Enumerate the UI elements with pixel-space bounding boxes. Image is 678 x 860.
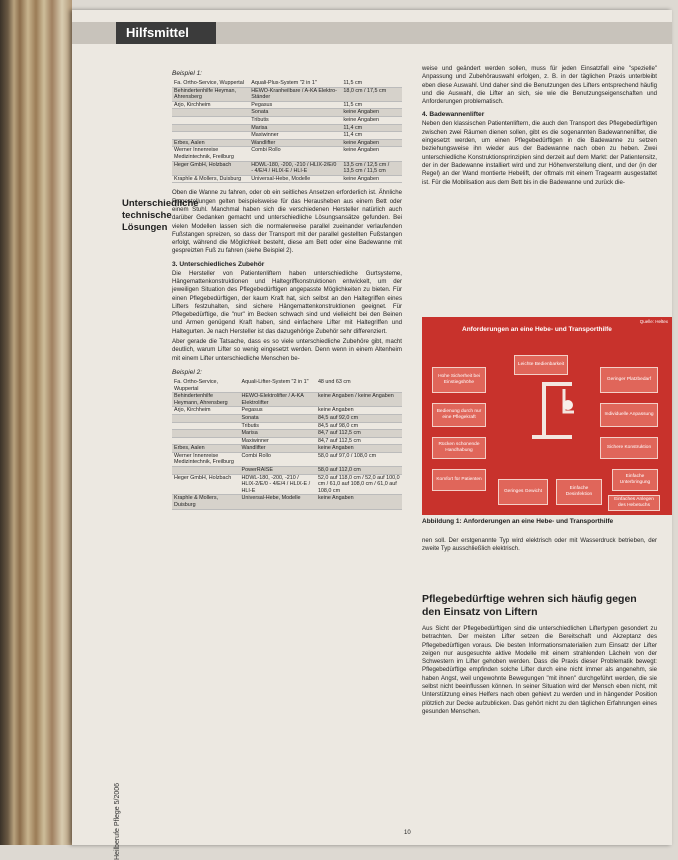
table-row <box>172 452 402 466</box>
table-row <box>172 430 402 438</box>
requirements-figure <box>422 317 672 515</box>
table-cell: Werner Innenreise Medizintechnik, Freilburg <box>172 147 249 161</box>
table-cell: Marisa <box>240 430 316 438</box>
table-cell: Sonata <box>249 109 341 117</box>
table-cell: Tributis <box>249 116 341 124</box>
table-cell: Fa. Ortho-Service, Wuppertal <box>172 379 240 393</box>
table-cell: keine Angaben <box>316 407 402 415</box>
table-cell: 18,0 cm / 17,5 cm <box>341 87 402 101</box>
patient-lift-illustration <box>522 377 582 447</box>
table-cell: HDWL-180, -200, -210 / HLIX-2/E/0 - 4/E/4 / HLIX-E / HLI-E <box>240 474 316 495</box>
right-body-text-2: nen soll. Der erstgenannte Typ wird elektrisch oder mit Wasserdruck betrieben, der zweite Typ ausschließlich elektrisch. <box>422 537 657 553</box>
table-cell: Arjo, Kirchheim <box>172 407 240 415</box>
table-cell: Fa. Ortho-Service, Wuppertal <box>172 80 249 87</box>
table-cell: PowerRAISE <box>240 467 316 475</box>
figure-box: Individuelle Anpassung <box>600 403 658 427</box>
table-cell: Aquali-Lifter-System "2 in 1" <box>240 379 316 393</box>
section4-heading: 4. Badewannenlifter <box>422 111 485 119</box>
table-cell: Combi Rollo <box>249 147 341 161</box>
table-cell: Maxiwinner <box>240 437 316 445</box>
table-row <box>172 437 402 445</box>
figure-box: Einfache Desinfektion <box>556 479 602 505</box>
table-cell: Combi Rollo <box>240 452 316 466</box>
table-cell: Pegasus <box>240 407 316 415</box>
table-cell: Erbes, Aalen <box>172 445 240 453</box>
table-cell: 84,7 auf 112,5 cm <box>316 437 402 445</box>
table-row <box>172 124 402 132</box>
table-cell: Arjo, Kirchheim <box>172 101 249 109</box>
table-cell: Marisa <box>249 124 341 132</box>
table-cell <box>172 430 240 438</box>
table-row <box>172 407 402 415</box>
table-row <box>172 422 402 430</box>
table-cell: 48 und 63 cm <box>316 379 402 393</box>
table-cell: 84,5 auf 98,0 cm <box>316 422 402 430</box>
table-cell: 84,5 auf 92,0 cm <box>316 414 402 422</box>
table-cell <box>172 467 240 475</box>
section3-text-2: Aber gerade die Tatsache, dass es so viele unterschiedliche Zubehöre gibt, macht deutlich, warum Lifter so wenig eingesetzt werden. Denn wenn in einem Altenheim mit einem Lifter unterschiedliche Menschen be- <box>172 338 402 362</box>
example2-label: Beispiel 2: <box>172 368 202 376</box>
table-row <box>172 109 402 117</box>
table-row <box>172 175 402 183</box>
figure-box: Geringes Gewicht <box>498 479 548 505</box>
table-cell: Behindertenhilfe Heyman, Ahrensberg <box>172 87 249 101</box>
table-cell <box>172 124 249 132</box>
table-cell: Maxiwinner <box>249 132 341 140</box>
table-cell: HEWO-Elektrolifter / A-KA Elektrolifter <box>240 393 316 407</box>
table-cell <box>172 132 249 140</box>
figure-box: Einfache Unterbringung <box>612 469 658 491</box>
table-row <box>172 132 402 140</box>
left-body-text: Oben die Wanne zu fahren, oder ob ein seitliches Ansetzen erforderlich ist. Ähnliche Fragestellungen gelten beispielsweise für das Herausheben aus einem Bett oder einem Stuhl. Manchmal haben sich die verschiedenen Hersteller natürlich auch darüber Gedanken gemacht und unterschiedliche Lösungsansätze gefunden. Bei vielen Modellen lassen sich die normalerweise parallel zueinander verlaufenden Fußstangen spreizen, so dass der Transport mit der parallel gestellten Fußstangen erfolgt, während die Möglichkeit besteht, diese am Bett oder eine Badewanne mit gespreizten Fuß zu fahren (siehe Beispiel 2). <box>172 189 402 255</box>
table-cell: 11,5 cm <box>341 80 402 87</box>
figure-box: Einfaches Anlegen des Hebetuchs <box>608 495 660 511</box>
table-row <box>172 80 402 87</box>
table-row <box>172 147 402 161</box>
table-cell: keine Angaben <box>341 175 402 183</box>
figure-box: Sichere Konstruktion <box>600 437 658 459</box>
table-cell: keine Angaben <box>316 445 402 453</box>
table-row <box>172 139 402 147</box>
table-cell: keine Angaben <box>341 147 402 161</box>
figure-box: Geringer Platzbedarf <box>600 367 658 393</box>
section-title: Hilfsmittel <box>116 22 216 44</box>
table-cell: Kraphle & Mollers, Duisburg <box>172 495 240 509</box>
table-cell <box>172 116 249 124</box>
table-cell: keine Angaben <box>341 109 402 117</box>
section4-text: Neben den klassischen Patientenliftern, die auch den Transport des Pflegebedürftigen zwischen zwei Räumen dienen sollen, gibt es die sogenannten Badewannenlifter, die eingesetzt werden, um einen Pflegebedürftigen in die Badewanne zu setzen beziehungsweise ihn wieder aus der Badewanne nach oben zu heben. Zwei unterschiedliche Konstruktionsprinzipien sind derzeit auf dem Markt: der Patientensitz, der in der Badewanne installiert wird und zur Höhenverstellung dient, und der (in der Regel) an der Wand montierte Hebelift, der oftmals mit einem Tragearm ausgestattet ist. Für die Mobilisation aus dem Bett bis in die Badewanne und zurück die- <box>422 120 657 186</box>
table-cell: Wandlifter <box>249 139 341 147</box>
figure-box: Bedienung durch nur eine Pflegekraft <box>432 403 486 427</box>
margin-heading: Unterschiedliche technische Lösungen <box>122 197 199 233</box>
table-cell: 11,5 cm <box>341 101 402 109</box>
table-cell: Universal-Hebe, Modelle <box>249 175 341 183</box>
table-cell: Heger GmbH, Holzbach <box>172 161 249 175</box>
figure-caption: Abbildung 1: Anforderungen an eine Hebe- und Transporthilfe <box>422 518 614 525</box>
table-cell: HEWO-Kranheilbare / A-KA Elektro-Ständer <box>249 87 341 101</box>
table-cell: Werner Innenreise Medizintechnik, Freilburg <box>172 452 240 466</box>
left-column <box>122 70 402 510</box>
magazine-page <box>72 10 672 860</box>
table-row <box>172 467 402 475</box>
table-cell: Behindertenhilfe Heymann, Ahrensberg <box>172 393 240 407</box>
table-row <box>172 87 402 101</box>
journal-side-label: Heilberufe Pflege 5/2006 <box>114 782 121 860</box>
section3-text: Die Hersteller von Patientenliftern haben unterschiedliche Gurtsysteme, Hängemattenkonstruktionen und Haltegriffkonstruktionen entwickelt, um der jeweiligen Situation des Pflegebedürftigen angepasste Möglichkeiten zu bieten. Für einen Pflegebedürftigen, der kaum Kraft hat, sich selbst an den Haltegriffen eines Lifters festzuhalten, sind sichere Hängemattenkonstruktionen geeignet. Für Pflegebedürftige, die "nur" im Becken schwach sind und vielleicht bei den Beinen und Armen genügend Kraft haben, sind einfachere Lifter mit Haltegriffen und Haltegurten. Je nach Hersteller ist das dazugehörige Zubehör sehr differenziert. <box>172 269 402 335</box>
table-cell: Tributis <box>240 422 316 430</box>
table-cell: keine Angaben <box>341 139 402 147</box>
table-cell: 13,5 cm / 12,5 cm / 13,5 cm / 11,5 cm <box>341 161 402 175</box>
table-cell: keine Angaben / keine Angaben <box>316 393 402 407</box>
example2-table <box>172 379 402 510</box>
table-cell: keine Angaben <box>316 495 402 509</box>
table-cell: Pegasus <box>249 101 341 109</box>
table-row <box>172 101 402 109</box>
table-row <box>172 495 402 509</box>
table-cell: Universal-Hebe, Modelle <box>240 495 316 509</box>
table-cell: 58,0 auf 97,0 / 108,0 cm <box>316 452 402 466</box>
table-row <box>172 379 402 393</box>
table-cell <box>172 437 240 445</box>
right-body-text-3: Aus Sicht der Pflegebedürftigen sind die unterschiedlichen Liftertypen gesondert zu betrachten. Der meisten Lifter setzen die Bereitschaft und Akzeptanz des Pflegebedürftigen voraus. Die besten Informationsmaterialien zum Einsatz der Lifter zeigen nur ausgesuchte aktive Modelle mit einem strahlenden Lächeln von der Schwestern im Lifter gehoben werden. Dass die Praxis dieser Problematik bewegt: Pflegebedürftige empfinden solche Lifter durch eine nicht immer als angenehm, sie haben Angst, weil ungewohnte Bewegungen "mit ihnen" durchgeführt werden, die sie selbst nicht beeinflussen können. In seiner Situation wird der Mensch eben nicht, mit Unterstützung eines Helfers nach oben gehievt zu werden und in hängender Position plötzlich zur Decke aufzublicken. Das gehört nicht zu den täglichen Erfahrungen eines gesunden Menschen. <box>422 625 657 715</box>
right-column <box>422 65 657 189</box>
figure-title: Anforderungen an eine Hebe- und Transporthilfe <box>462 326 612 333</box>
figure-box: Komfort für Patienten <box>432 469 486 491</box>
table-row <box>172 445 402 453</box>
example1-table <box>172 80 402 183</box>
figure-box: Rücken schonende Handhabung <box>432 437 486 459</box>
table-cell <box>172 109 249 117</box>
table-row <box>172 474 402 495</box>
table-row <box>172 161 402 175</box>
table-cell: 52,0 auf 118,0 cm / 52,0 auf 100,0 cm / 61,0 auf 108,0 cm / 61,0 auf 108,0 cm <box>316 474 402 495</box>
table-cell: Wandlifter <box>240 445 316 453</box>
book-binding-edge <box>0 0 72 845</box>
table-cell: 84,7 auf 112,5 cm <box>316 430 402 438</box>
article-subheading: Pflegebedürftige wehren sich häufig gegen den Einsatz von Liftern <box>422 593 637 618</box>
figure-box: Hohe Sicherheit bei Einstiegshöhe <box>432 367 486 393</box>
table-cell: Aquali-Plus-System "2 in 1" <box>249 80 341 87</box>
table-cell: 58,0 auf 112,0 cm <box>316 467 402 475</box>
page-number: 10 <box>404 830 411 836</box>
example1-label: Beispiel 1: <box>172 70 202 77</box>
table-cell: Kraphle & Mollers, Duisburg <box>172 175 249 183</box>
table-cell: Heger GmbH, Holzbach <box>172 474 240 495</box>
table-cell: 11,4 cm <box>341 132 402 140</box>
table-row <box>172 414 402 422</box>
table-cell: keine Angaben <box>341 116 402 124</box>
table-cell: 11,4 cm <box>341 124 402 132</box>
section3-heading: 3. Unterschiedliches Zubehör <box>172 260 265 268</box>
figure-box: Leichte Bedienbarkeit <box>514 355 568 375</box>
table-row <box>172 393 402 407</box>
figure-source: Quelle: Heltex <box>639 319 668 324</box>
table-cell: HDWL-180, -200, -210 / HLIX-2/E/0 - 4/E/4 / HLIX-E / HLI-E <box>249 161 341 175</box>
table-cell: Sonata <box>240 414 316 422</box>
table-row <box>172 116 402 124</box>
table-cell <box>172 414 240 422</box>
table-cell <box>172 422 240 430</box>
right-body-text-1: weise und geändert werden sollen, muss für jeden Einsatzfall eine "spezielle" Anpassung und Zubehörauswahl erfolgen, z. B. in der täglichen Praxis unterbleibt eben diese Auswahl. Und daher sind die Benutzungen des Lifters entsprechend häufig und die Auswahl, die Lifter an sich, sie wie die Benutzungseigenschaften und Anforderungen problematisch. <box>422 65 657 106</box>
table-cell: Erbes, Aalen <box>172 139 249 147</box>
